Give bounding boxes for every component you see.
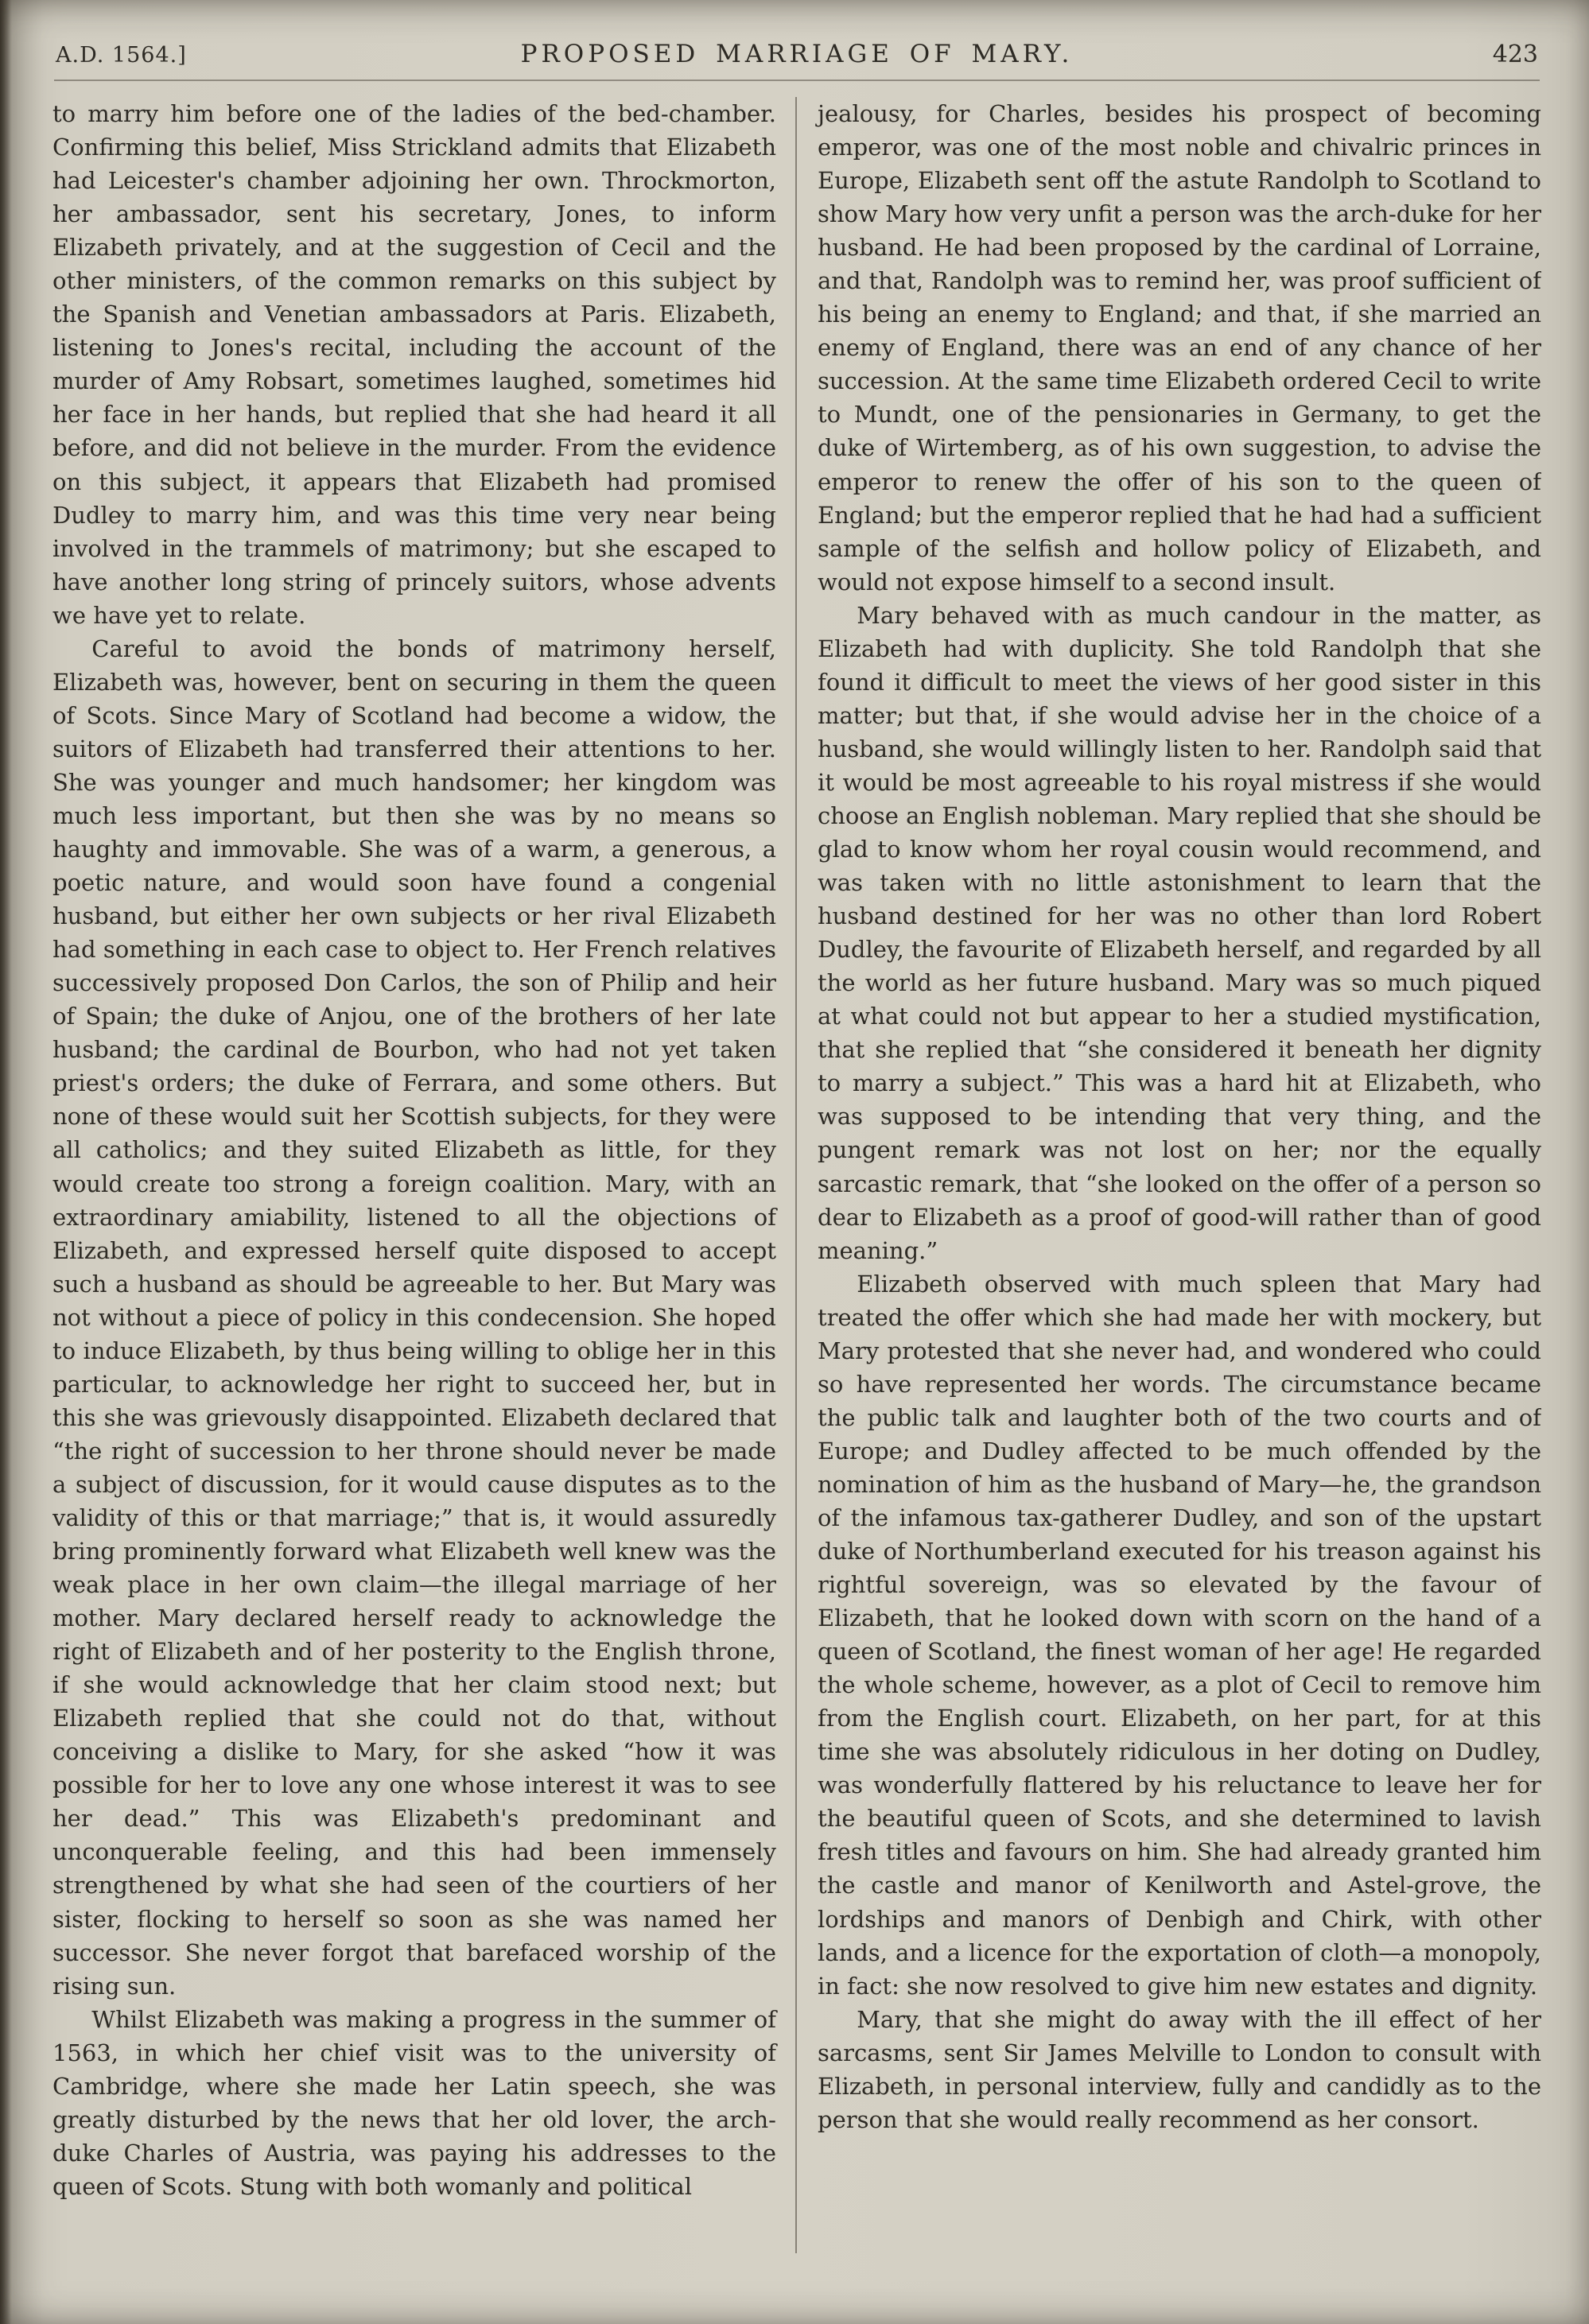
header-rule — [54, 80, 1540, 81]
page-number: 423 — [1492, 41, 1538, 68]
paragraph: Elizabeth observed with much spleen that Mary had treated the offer which she had made her with mockery, but Mary protested that she never had, and wondered who could so have represented her words. The circumstance became the public talk and laughter both of the two courts and of Europe; and Dudley affected to be much offended by the nomination of him as the husband of Mary—he, the grandson of the infamous tax-gatherer Dudley, and son of the upstart duke of Northumberland executed for his treason against his rightful sovereign, was so elevated by the favour of Elizabeth, that he looked down with scorn on the hand of a queen of Scotland, the finest woman of her age! He regarded the whole scheme, however, as a plot of Cecil to remove him from the English court. Elizabeth, on her part, for at this time she was absolutely ridiculous in her doting on Dudley, was wonderfully flattered by his reluctance to leave her for the beautiful queen of Scots, and she determined to lavish fresh titles and favours on him. She had already granted him the castle and manor of Kenilworth and Astel-grove, the lordships and manors of Denbigh and Chirk, with other lands, and a licence for the exportation of cloth—a monopoly, in fact: she now resolved to give him new estates and dignity. — [818, 1270, 1541, 2000]
page-header — [52, 33, 1541, 68]
paragraph: jealousy, for Charles, besides his prospect of becoming emperor, was one of the most noble and chivalric princes in Europe, Elizabeth sent off the astute Randolph to Scotland to show Mary how very unfit a person was the arch-duke for her husband. He had been proposed by the cardinal of Lorraine, and that, Randolph was to remind her, was proof sufficient of his being an enemy to England; and that, if she married an enemy of England, there was an end of any chance of her succession. At the same time Elizabeth ordered Cecil to write to Mundt, one of the pensionaries in Germany, to get the duke of Wirtemberg, as of his own suggestion, to advise the emperor to renew the offer of his son to the queen of England; but the emperor replied that he had had a sufficient sample of the selfish and hollow policy of Elizabeth, and would not expose himself to a second insult. — [818, 100, 1541, 596]
paragraph: Careful to avoid the bonds of matrimony herself, Elizabeth was, however, bent on securing in them the queen of Scots. Since Mary of Scotland had become a widow, the suitors of Elizabeth had transferred their attentions to her. She was younger and much handsomer; her kingdom was much less important, but then she was by no means so haughty and immovable. She was of a warm, a generous, a poetic nature, and would soon have found a congenial husband, but either her own subjects or her rival Elizabeth had something in each case to object to. Her French relatives successively proposed Don Carlos, the son of Philip and heir of Spain; the duke of Anjou, one of the brothers of her late husband; the cardinal de Bourbon, who had not yet taken priest's orders; the duke of Ferrara, and some others. But none of these would suit her Scottish subjects, for they were all catholics; and they suited Elizabeth as little, for they would create too strong a foreign coalition. Mary, with an extraordinary amiability, listened to all the objections of Elizabeth, and expressed herself quite disposed to accept such a husband as should be agreeable to her. But Mary was not without a piece of policy in this condecension. She hoped to induce Elizabeth, by thus being willing to oblige her in this particular, to acknowledge her right to succeed her, but in this she was grievously disappointed. Elizabeth declared that “the right of succession to her throne should never be made a subject of discussion, for it would cause disputes as to the validity of this or that marriage;” that is, it would assuredly bring prominently forward what Elizabeth well knew was the weak place in her own claim—the illegal marriage of her mother. Mary declared herself ready to acknowledge the right of Elizabeth and of her posterity to the English throne, if she would acknowledge that her claim stood next; but Elizabeth replied that she could not do that, without conceiving a dislike to Mary, for she asked “how it was possible for her to love any one whose interest it was to see her dead.” This was Elizabeth's predominant and unconquerable feeling, and this had been immensely strengthened by what she had seen of the courtiers of her sister, flocking to herself so soon as she was named her successor. She never forgot that barefaced worship of the rising sun. — [52, 634, 776, 2000]
paragraph: Mary behaved with as much candour in the matter, as Elizabeth had with duplicity. She told Randolph that she found it difficult to meet the views of her good sister in this matter; but that, if she would advise her in the choice of a husband, she would willingly listen to her. Randolph said that it would be most agreeable to his royal mistress if she would choose an English nobleman. Mary replied that she should be glad to know whom her royal cousin would recommend, and was taken with no little astonishment to learn that the husband destined for her was no other than lord Robert Dudley, the favourite of Elizabeth herself, and regarded by all the world as her future husband. Mary was so much piqued at what could not but appear to her a studied mystification, that she replied that “she considered it beneath her dignity to marry a subject.” This was a hard hit at Elizabeth, who was supposed to be intending that very thing, and the pungent remark was not lost on her; nor the equally sarcastic remark, that “she looked on the offer of a person so dear to Elizabeth as a proof of good-will rather than of good meaning.” — [818, 601, 1541, 1264]
paragraph: Whilst Elizabeth was making a progress in the summer of 1563, in which her chief visit was to the university of Cambridge, where she made her Latin speech, she was greatly disturbed by the news that her old lover, the arch-duke Charles of Austria, was paying his addresses to the queen of Scots. Stung with both womanly and political — [52, 2005, 776, 2200]
right-column — [797, 97, 1541, 2253]
page-title: PROPOSED MARRIAGE OF MARY. — [520, 40, 1074, 68]
left-column — [52, 97, 795, 2253]
paragraph: to marry him before one of the ladies of the bed-chamber. Confirming this belief, Miss Strickland admits that Elizabeth had Leicester's chamber adjoining her own. Throckmorton, her ambassador, sent his secretary, Jones, to inform Elizabeth privately, and at the suggestion of Cecil and the other ministers, of the common remarks on this subject by the Spanish and Venetian ambassadors at Paris. Elizabeth, listening to Jones's recital, including the account of the murder of Amy Robsart, sometimes laughed, sometimes hid her face in her hands, but replied that she had heard it all before, and did not believe in the murder. From the evidence on this subject, it appears that Elizabeth had promised Dudley to marry him, and was this time very near being involved in the trammels of matrimony; but she escaped to have another long string of princely suitors, whose advents we have yet to relate. — [52, 100, 776, 629]
header-date: A.D. 1564.] — [56, 43, 187, 68]
text-columns — [52, 97, 1541, 2253]
paragraph: Mary, that she might do away with the ill effect of her sarcasms, sent Sir James Melville to London to consult with Elizabeth, in personal interview, fully and candidly as to the person that she would really recommend as her consort. — [818, 2005, 1541, 2133]
